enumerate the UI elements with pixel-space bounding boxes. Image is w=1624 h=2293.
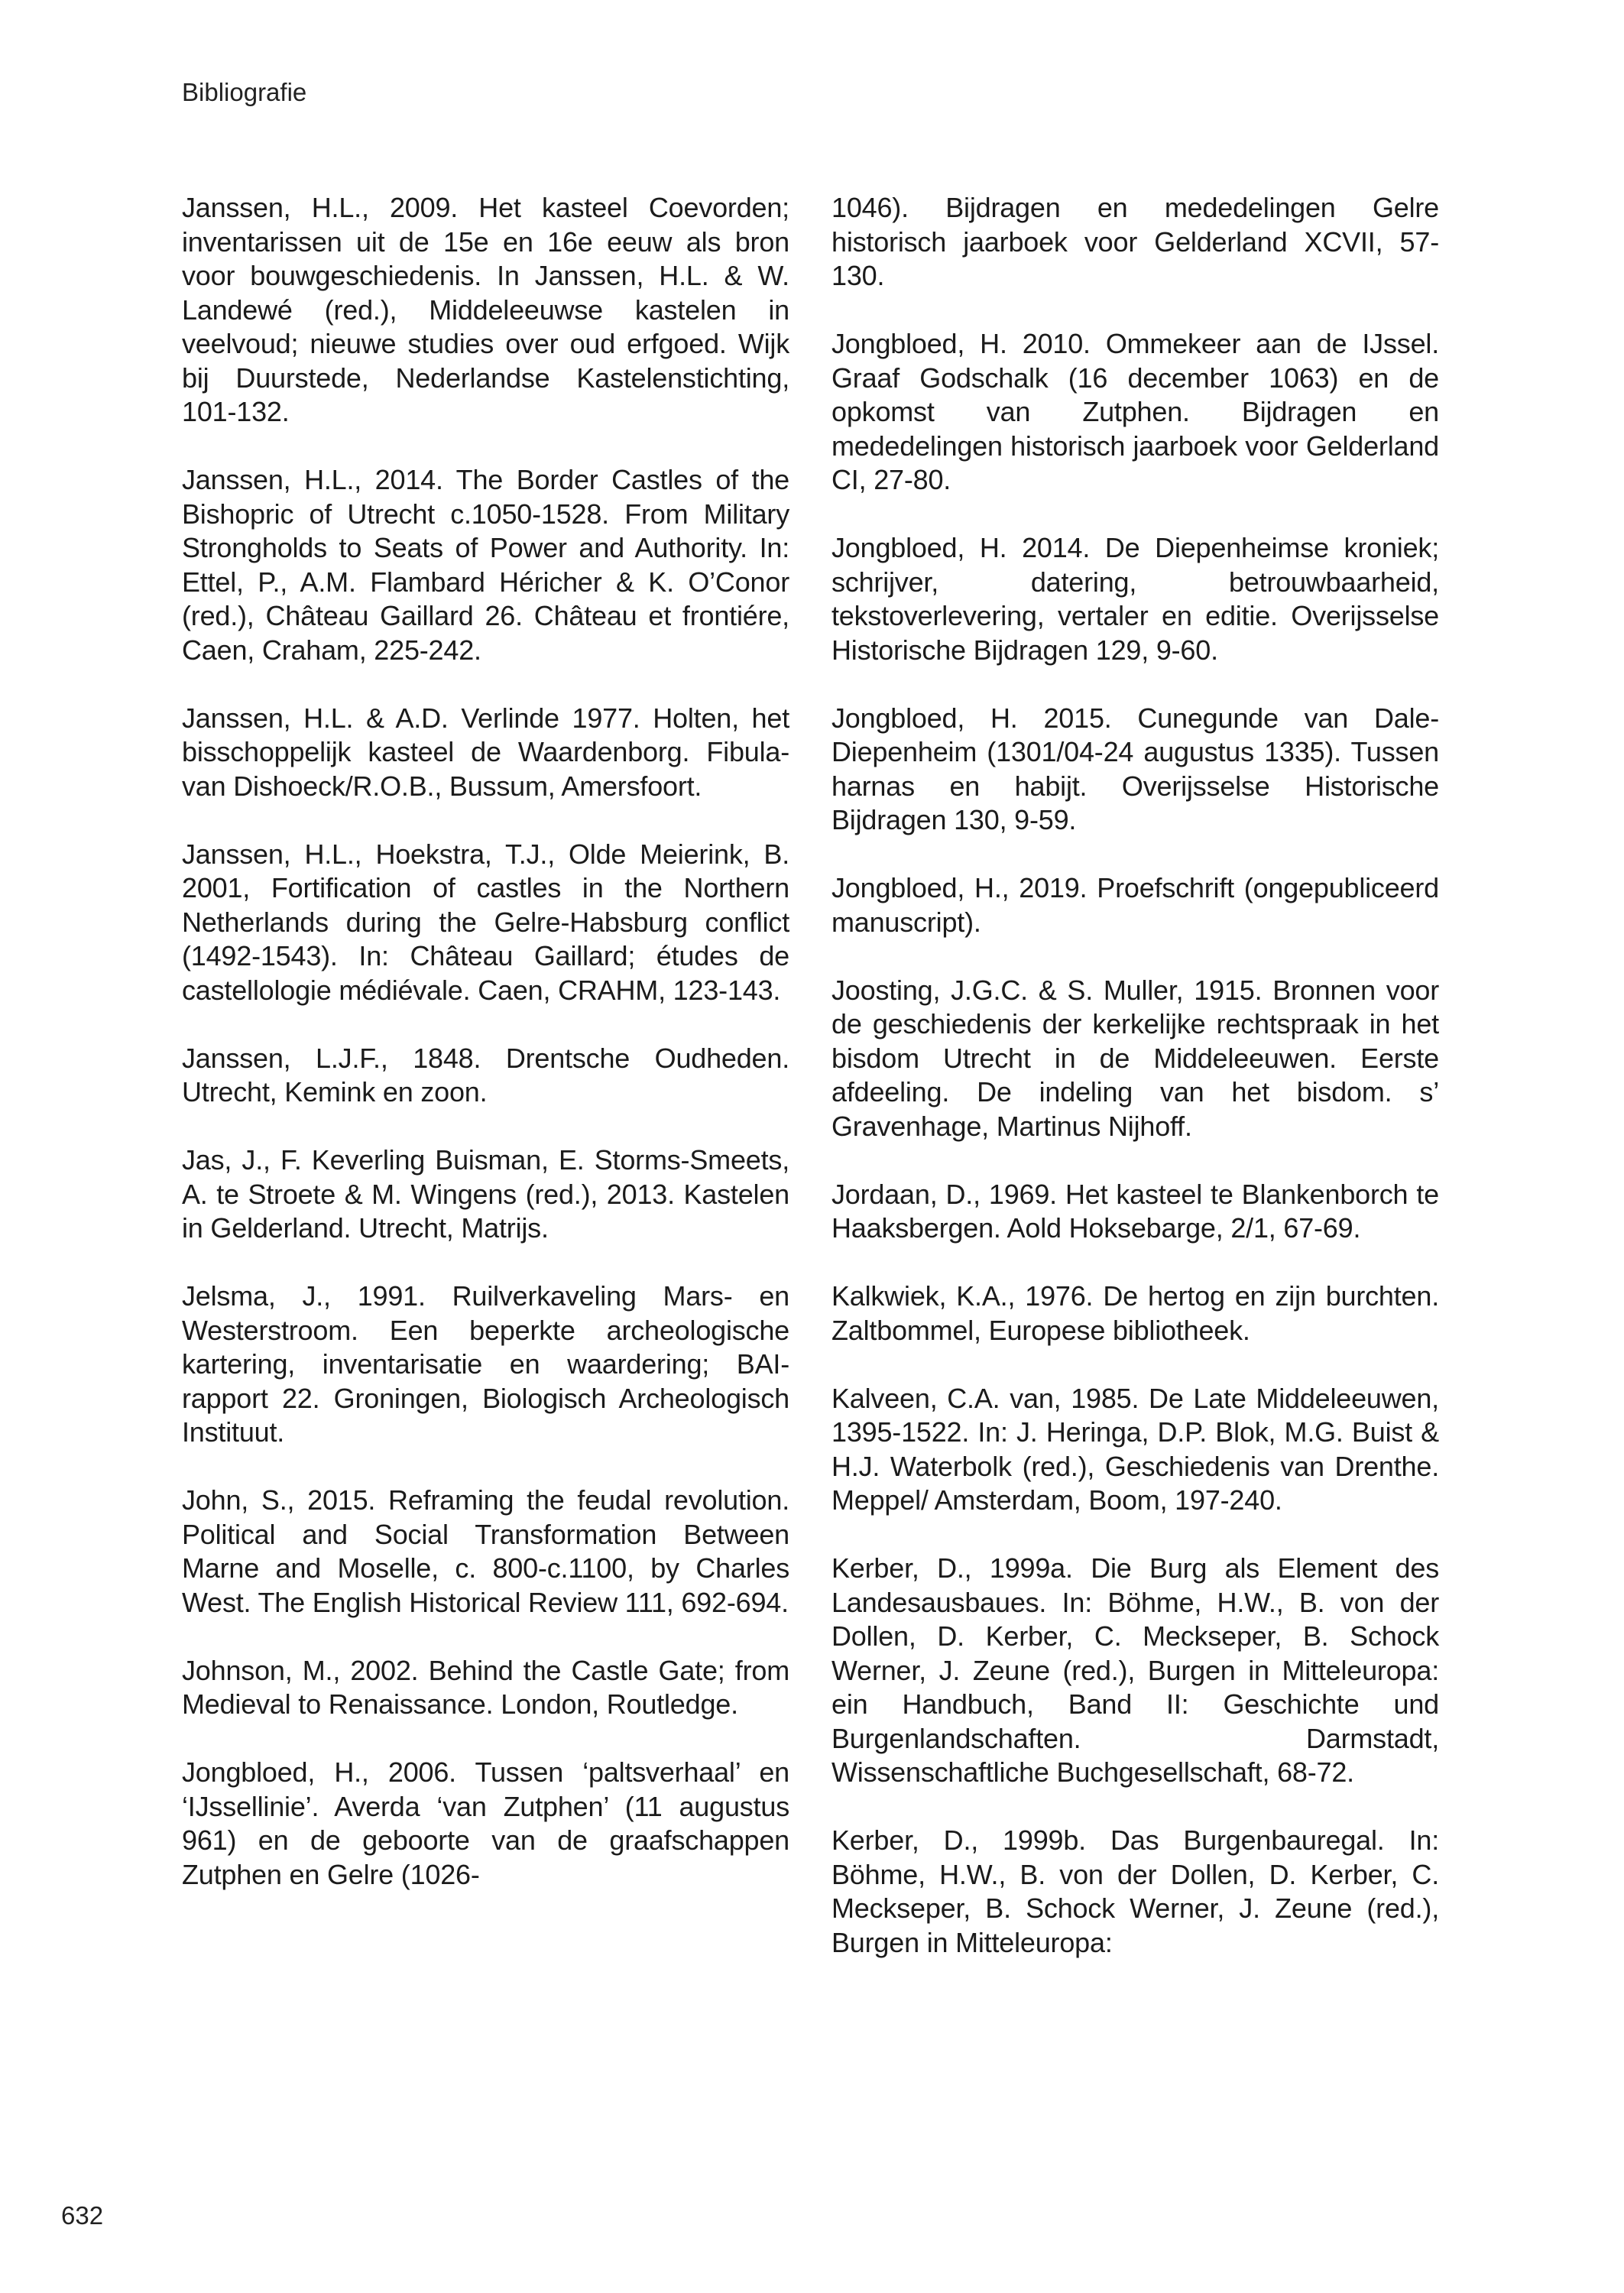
- bibliography-entry: Janssen, H.L., Hoekstra, T.J., Olde Meierink, B. 2001, Fortification of castles in the Northern Netherlands during the Gelre-Habsburg conflict (1492-1543). In: Château Gaillard; études de castellologie médiévale. Caen, CRAHM, 123-143.: [182, 838, 789, 1006]
- bibliography-entry: Jongbloed, H., 2006. Tussen ‘paltsverhaal’ en ‘IJssellinie’. Averda ‘van Zutphen’ (11 augustus 961) en de geboorte van de graafschappen Zutphen en Gelre (1026-: [182, 1756, 789, 1890]
- bibliography-entry: Janssen, H.L. & A.D. Verlinde 1977. Holten, het bisschoppelijk kasteel de Waardenborg. Fibula-van Dishoeck/R.O.B., Bussum, Amersfoort.: [182, 702, 789, 802]
- bibliography-entry: Johnson, M., 2002. Behind the Castle Gate; from Medieval to Renaissance. London, Routledge.: [182, 1654, 789, 1720]
- bibliography-entry: Janssen, L.J.F., 1848. Drentsche Oudheden. Utrecht, Kemink en zoon.: [182, 1042, 789, 1108]
- right-column: [831, 191, 1439, 1960]
- bibliography-entry: Jongbloed, H. 2014. De Diepenheimse kroniek; schrijver, datering, betrouwbaarheid, tekstoverlevering, vertaler en editie. Overijsselse Historische Bijdragen 129, 9-60.: [831, 532, 1439, 666]
- bibliography-entry: Kalkwiek, K.A., 1976. De hertog en zijn burchten. Zaltbommel, Europese bibliotheek.: [831, 1280, 1439, 1346]
- bibliography-entry: John, S., 2015. Reframing the feudal revolution. Political and Social Transformation Between Marne and Moselle, c. 800-c.1100, by Charles West. The English Historical Review 111, 692-694.: [182, 1484, 789, 1618]
- running-header: Bibliografie: [182, 78, 307, 106]
- bibliography-entry: Kerber, D., 1999b. Das Burgenbauregal. In: Böhme, H.W., B. von der Dollen, D. Kerber, C. Meckseper, B. Schock Werner, J. Zeune (red.), Burgen in Mitteleuropa:: [831, 1824, 1439, 1958]
- bibliography-entry: Jordaan, D., 1969. Het kasteel te Blankenborch te Haaksbergen. Aold Hoksebarge, 2/1, 67-69.: [831, 1178, 1439, 1244]
- bibliography-entry: Jelsma, J., 1991. Ruilverkaveling Mars- en Westerstroom. Een beperkte archeologische kartering, inventarisatie en waardering; BAI-rapport 22. Groningen, Biologisch Archeologisch Instituut.: [182, 1280, 789, 1448]
- bibliography-entry: Joosting, J.G.C. & S. Muller, 1915. Bronnen voor de geschiedenis der kerkelijke rechtspraak in het bisdom Utrecht in de Middeleeuwen. Eerste afdeeling. De indeling van het bisdom. s’ Gravenhage, Martinus Nijhoff.: [831, 974, 1439, 1142]
- bibliography-entry: Jongbloed, H., 2019. Proefschrift (ongepubliceerd manuscript).: [831, 872, 1439, 938]
- left-column: [182, 191, 789, 1892]
- bibliography-entry: Jas, J., F. Keverling Buisman, E. Storms-Smeets, A. te Stroete & M. Wingens (red.), 2013. Kastelen in Gelderland. Utrecht, Matrijs.: [182, 1144, 789, 1244]
- page-number: 632: [61, 2201, 104, 2230]
- bibliography-entry: Jongbloed, H. 2015. Cunegunde van Dale-Diepenheim (1301/04-24 augustus 1335). Tussen harnas en habijt. Overijsselse Historische Bijdragen 130, 9-59.: [831, 702, 1439, 835]
- bibliography-entry: Kerber, D., 1999a. Die Burg als Element des Landesausbaues. In: Böhme, H.W., B. von der Dollen, D. Kerber, C. Meckseper, B. Schock Werner, J. Zeune (red.), Burgen in Mitteleuropa: ein Handbuch, Band II: Geschichte und Burgenlandschaften. Darmstadt, Wissenschaftliche Buchgesellschaft, 68-72.: [831, 1552, 1439, 1788]
- bibliography-entry: Janssen, H.L., 2009. Het kasteel Coevorden; inventarissen uit de 15e en 16e eeuw als bron voor bouwgeschiedenis. In Janssen, H.L. & W. Landewé (red.), Middeleeuwse kastelen in veelvoud; nieuwe studies over oud erfgoed. Wijk bij Duurstede, Nederlandse Kastelenstichting, 101-132.: [182, 192, 789, 427]
- bibliography-entry: Kalveen, C.A. van, 1985. De Late Middeleeuwen, 1395-1522. In: J. Heringa, D.P. Blok, M.G. Buist & H.J. Waterbolk (red.), Geschiedenis van Drenthe. Meppel/ Amsterdam, Boom, 197-240.: [831, 1382, 1439, 1516]
- bibliography-entry: Jongbloed, H. 2010. Ommekeer aan de IJssel. Graaf Godschalk (16 december 1063) en de opkomst van Zutphen. Bijdragen en mededelingen historisch jaarboek voor Gelderland CI, 27-80.: [831, 328, 1439, 495]
- bibliography-entry: Janssen, H.L., 2014. The Border Castles of the Bishopric of Utrecht c.1050-1528. From Military Strongholds to Seats of Power and Authority. In: Ettel, P., A.M. Flambard Héricher & K. O’Conor (red.), Château Gaillard 26. Château et frontiére, Caen, Craham, 225-242.: [182, 464, 789, 666]
- bibliography-entry: 1046). Bijdragen en mededelingen Gelre historisch jaarboek voor Gelderland XCVII, 57-130.: [831, 192, 1439, 291]
